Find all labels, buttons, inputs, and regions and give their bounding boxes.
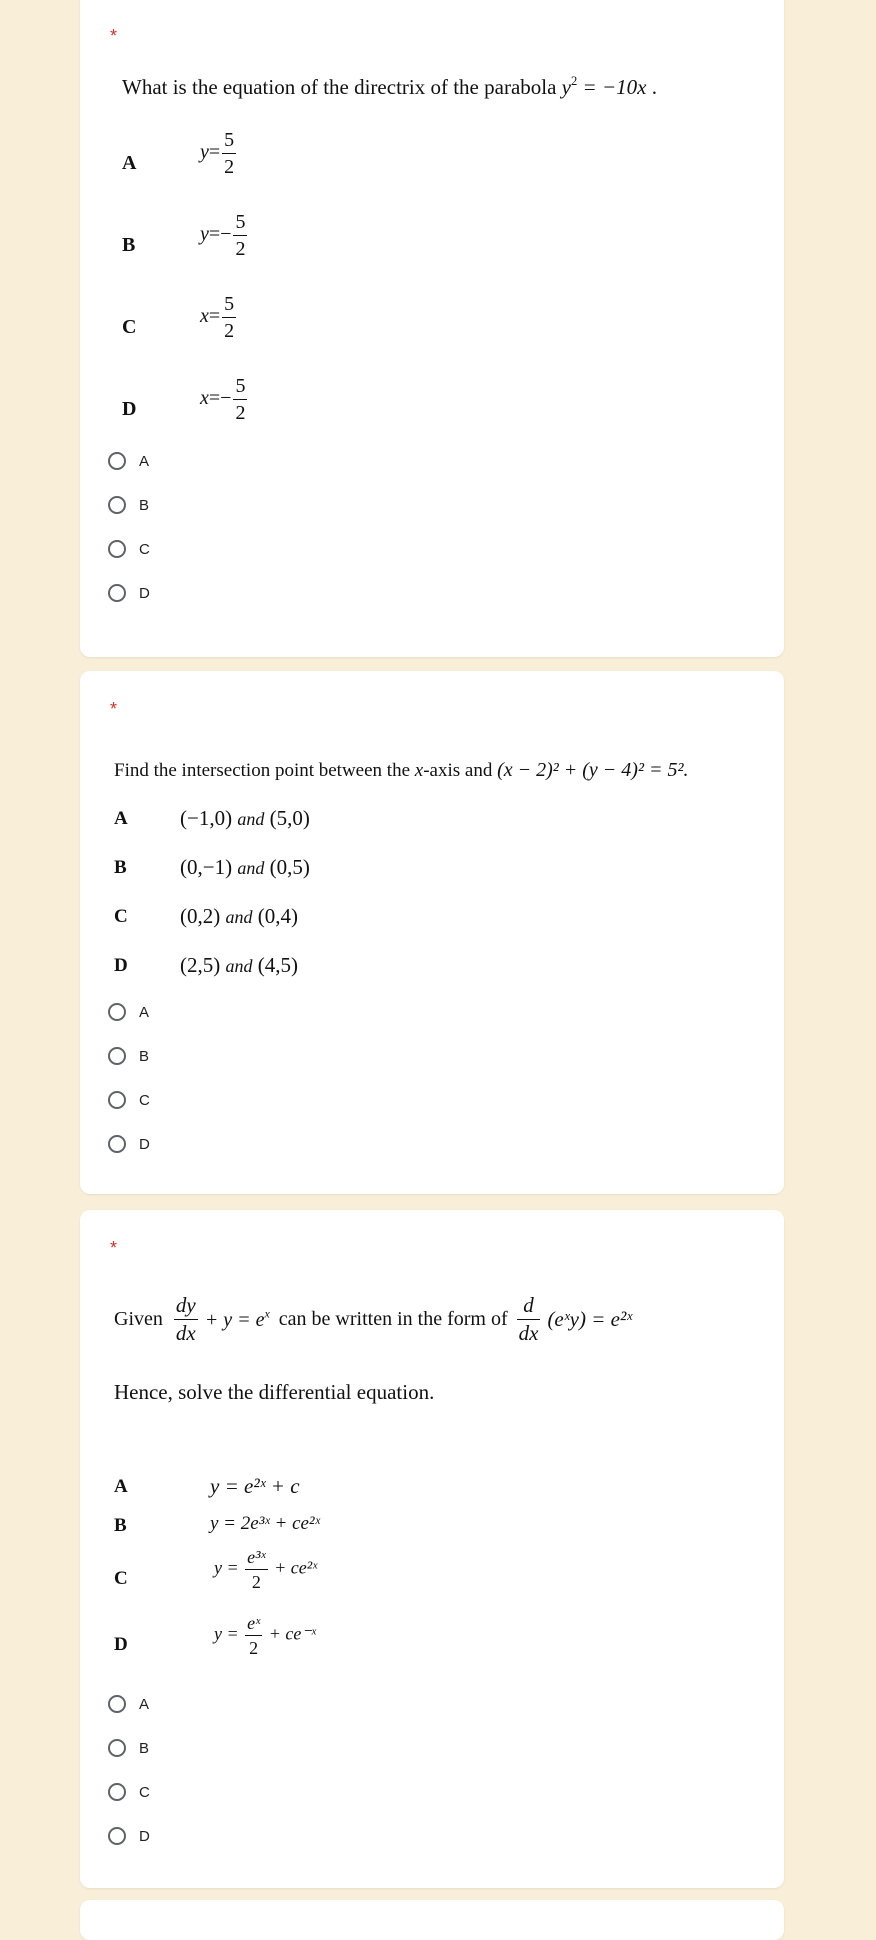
radio-button[interactable]: [108, 496, 126, 514]
option-expression: y = $\frac{\text{e³ˣ}}{2}$ + ce²ˣ: [214, 1547, 318, 1592]
radio-button[interactable]: [108, 1739, 126, 1757]
option-expression: x= $\frac{5}{2}$: [200, 293, 235, 342]
choice-c[interactable]: C: [108, 540, 150, 558]
question-text: Find the intersection point between the x-axis and (x − 2)² + (y − 4)² = 5².: [114, 759, 689, 781]
option-expression: (0,−1) and (0,5): [180, 855, 310, 879]
question-card-3: [80, 1210, 784, 1888]
option-letter: A: [114, 1476, 128, 1497]
choice-c[interactable]: C: [108, 1783, 150, 1801]
choice-b[interactable]: B: [108, 1739, 149, 1757]
choice-a[interactable]: A: [108, 1003, 149, 1021]
radio-button[interactable]: [108, 1695, 126, 1713]
option-letter: D: [122, 398, 137, 420]
radio-button[interactable]: [108, 1135, 126, 1153]
option-letter: A: [114, 808, 128, 829]
required-marker: *: [110, 699, 118, 719]
option-letter: C: [114, 1568, 128, 1589]
question-card-4: [80, 1900, 784, 1940]
option-expression: y=− $\frac{5}{2}$: [200, 211, 246, 260]
question-subtext: Hence, solve the differential equation.: [114, 1380, 435, 1404]
radio-button[interactable]: [108, 1783, 126, 1801]
choice-c[interactable]: C: [108, 1091, 150, 1109]
option-expression: (−1,0) and (5,0): [180, 806, 310, 830]
radio-button[interactable]: [108, 540, 126, 558]
question-card-1: [80, 0, 784, 657]
required-marker: *: [110, 26, 118, 46]
choice-b[interactable]: B: [108, 496, 149, 514]
required-marker: *: [110, 1238, 118, 1258]
option-letter: B: [122, 234, 136, 256]
question-text: What is the equation of the directrix of the parabola $y^2 = -10x$ .: [122, 74, 657, 99]
choice-d[interactable]: D: [108, 1135, 150, 1153]
option-expression: (0,2) and (0,4): [180, 904, 298, 928]
option-expression: y= $\frac{5}{2}$: [200, 129, 235, 178]
choice-a[interactable]: A: [108, 452, 149, 470]
option-letter: D: [114, 1634, 128, 1655]
option-expression: y = 2e³ˣ + ce²ˣ: [210, 1513, 320, 1534]
option-expression: (2,5) and (4,5): [180, 953, 298, 977]
radio-button[interactable]: [108, 452, 126, 470]
option-letter: C: [114, 906, 128, 927]
choice-b[interactable]: B: [108, 1047, 149, 1065]
option-letter: D: [114, 955, 128, 976]
option-letter: A: [122, 152, 137, 174]
option-expression: y = e²ˣ + c: [210, 1474, 300, 1498]
radio-button[interactable]: [108, 1003, 126, 1021]
radio-button[interactable]: [108, 1827, 126, 1845]
option-expression: x=− $\frac{5}{2}$: [200, 375, 246, 424]
option-letter: C: [122, 316, 137, 338]
radio-button[interactable]: [108, 1047, 126, 1065]
question-card-2: [80, 671, 784, 1194]
choice-a[interactable]: A: [108, 1695, 149, 1713]
option-letter: B: [114, 857, 127, 878]
radio-button[interactable]: [108, 1091, 126, 1109]
choice-d[interactable]: D: [108, 584, 150, 602]
choice-d[interactable]: D: [108, 1827, 150, 1845]
question-text: Given $\frac{dy}{dx}$ + $y = e^x$ can be written in the form of $\frac{d}{dx}$ (eˣy) = e²ˣ: [114, 1293, 633, 1345]
option-letter: B: [114, 1515, 127, 1536]
radio-button[interactable]: [108, 584, 126, 602]
option-expression: y = $\frac{\text{eˣ}}{2}$ + ce⁻ˣ: [214, 1613, 316, 1658]
